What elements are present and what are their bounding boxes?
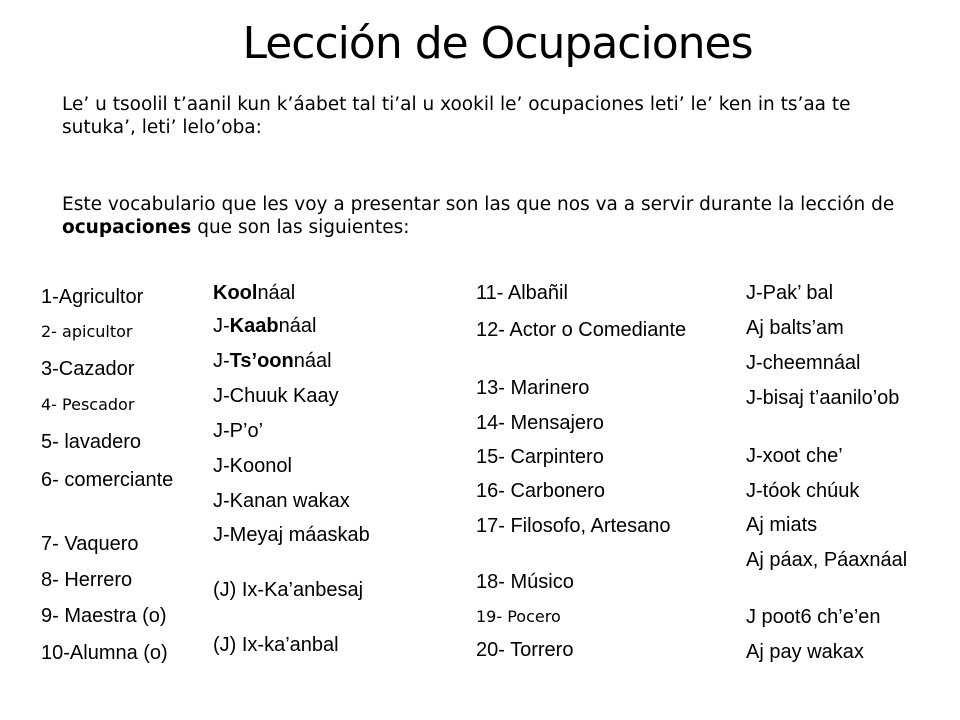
list-item: 11- Albañil bbox=[476, 282, 568, 304]
list-item: J-tóok chúuk bbox=[746, 480, 860, 502]
list-item: Aj miats bbox=[746, 514, 818, 536]
root-bold: Kaab bbox=[229, 315, 279, 337]
page-title: Lección de Ocupaciones bbox=[242, 18, 753, 69]
list-item: J-bisaj t’aanilo’ob bbox=[746, 387, 900, 409]
list-item: 2- apicultor bbox=[41, 322, 133, 341]
suffix: náal bbox=[278, 315, 317, 337]
list-item: J-Kanan wakax bbox=[213, 490, 350, 512]
list-item: 7- Vaquero bbox=[41, 533, 139, 555]
occupations-es-11-20 bbox=[476, 282, 738, 669]
list-item: J-Koonol bbox=[213, 455, 292, 477]
prefix: J- bbox=[213, 350, 230, 372]
suffix: náal bbox=[293, 350, 332, 372]
prefix: J- bbox=[213, 315, 230, 337]
list-item: J-Meyaj máaskab bbox=[213, 524, 370, 546]
list-item: J-P’o’ bbox=[213, 420, 264, 442]
list-item: 18- Músico bbox=[476, 571, 574, 593]
list-item: J poot6 ch’e’en bbox=[746, 606, 881, 628]
list-item: 4- Pescador bbox=[41, 395, 135, 414]
list-item: (J) Ix-ka’anbal bbox=[213, 634, 339, 656]
intro-spanish-end: que son las siguientes: bbox=[191, 217, 410, 238]
list-item: J-cheemnáal bbox=[746, 352, 861, 374]
list-item: J-xoot che’ bbox=[746, 445, 843, 467]
root-bold: Ts’oon bbox=[229, 350, 294, 372]
list-item bbox=[213, 282, 471, 315]
list-item: 3-Cazador bbox=[41, 358, 135, 380]
list-item: Aj páax, Páaxnáal bbox=[746, 549, 908, 571]
intro-spanish-bold: ocupaciones bbox=[62, 217, 192, 238]
list-item: 10-Alumna (o) bbox=[41, 642, 168, 664]
list-item: J-Pak’ bal bbox=[746, 282, 834, 304]
list-item bbox=[213, 350, 471, 385]
intro-maya: Le’ u tsoolil t’aanil kun k’áabet tal ti’al u xookil le’ ocupaciones leti’ le’ ken in ts’aa te sutuka’, leti’ lelo’oba: bbox=[62, 94, 851, 138]
occupations-maya-1-10 bbox=[213, 282, 471, 664]
list-item: 13- Marinero bbox=[476, 377, 590, 399]
suffix: náal bbox=[257, 282, 296, 304]
list-item: 1-Agricultor bbox=[41, 286, 144, 308]
list-item: (J) Ix-Ka’anbesaj bbox=[213, 579, 364, 601]
list-item: 19- Pocero bbox=[476, 607, 561, 626]
list-item: Aj balts’am bbox=[746, 317, 844, 339]
list-item: Aj pay wakax bbox=[746, 641, 864, 663]
list-item: 15- Carpintero bbox=[476, 446, 604, 468]
list-item: 6- comerciante bbox=[41, 469, 174, 491]
list-item: 8- Herrero bbox=[41, 569, 133, 591]
list-item bbox=[213, 315, 471, 350]
occupations-es-1-10 bbox=[41, 282, 213, 672]
intro-spanish-text: Este vocabulario que les voy a presentar son las que nos va a servir durante la lección de bbox=[62, 194, 895, 215]
root-bold: Kool bbox=[213, 282, 258, 304]
occupations-maya-11-20 bbox=[746, 282, 956, 671]
list-item: 20- Torrero bbox=[476, 639, 574, 661]
list-item: 16- Carbonero bbox=[476, 480, 605, 502]
list-item: 9- Maestra (o) bbox=[41, 605, 167, 627]
intro-spanish bbox=[62, 193, 922, 239]
list-item: 5- lavadero bbox=[41, 431, 142, 453]
list-item: 17- Filosofo, Artesano bbox=[476, 515, 671, 537]
list-item: 14- Mensajero bbox=[476, 412, 604, 434]
list-item: 12- Actor o Comediante bbox=[476, 319, 687, 341]
list-item: J-Chuuk Kaay bbox=[213, 385, 339, 407]
